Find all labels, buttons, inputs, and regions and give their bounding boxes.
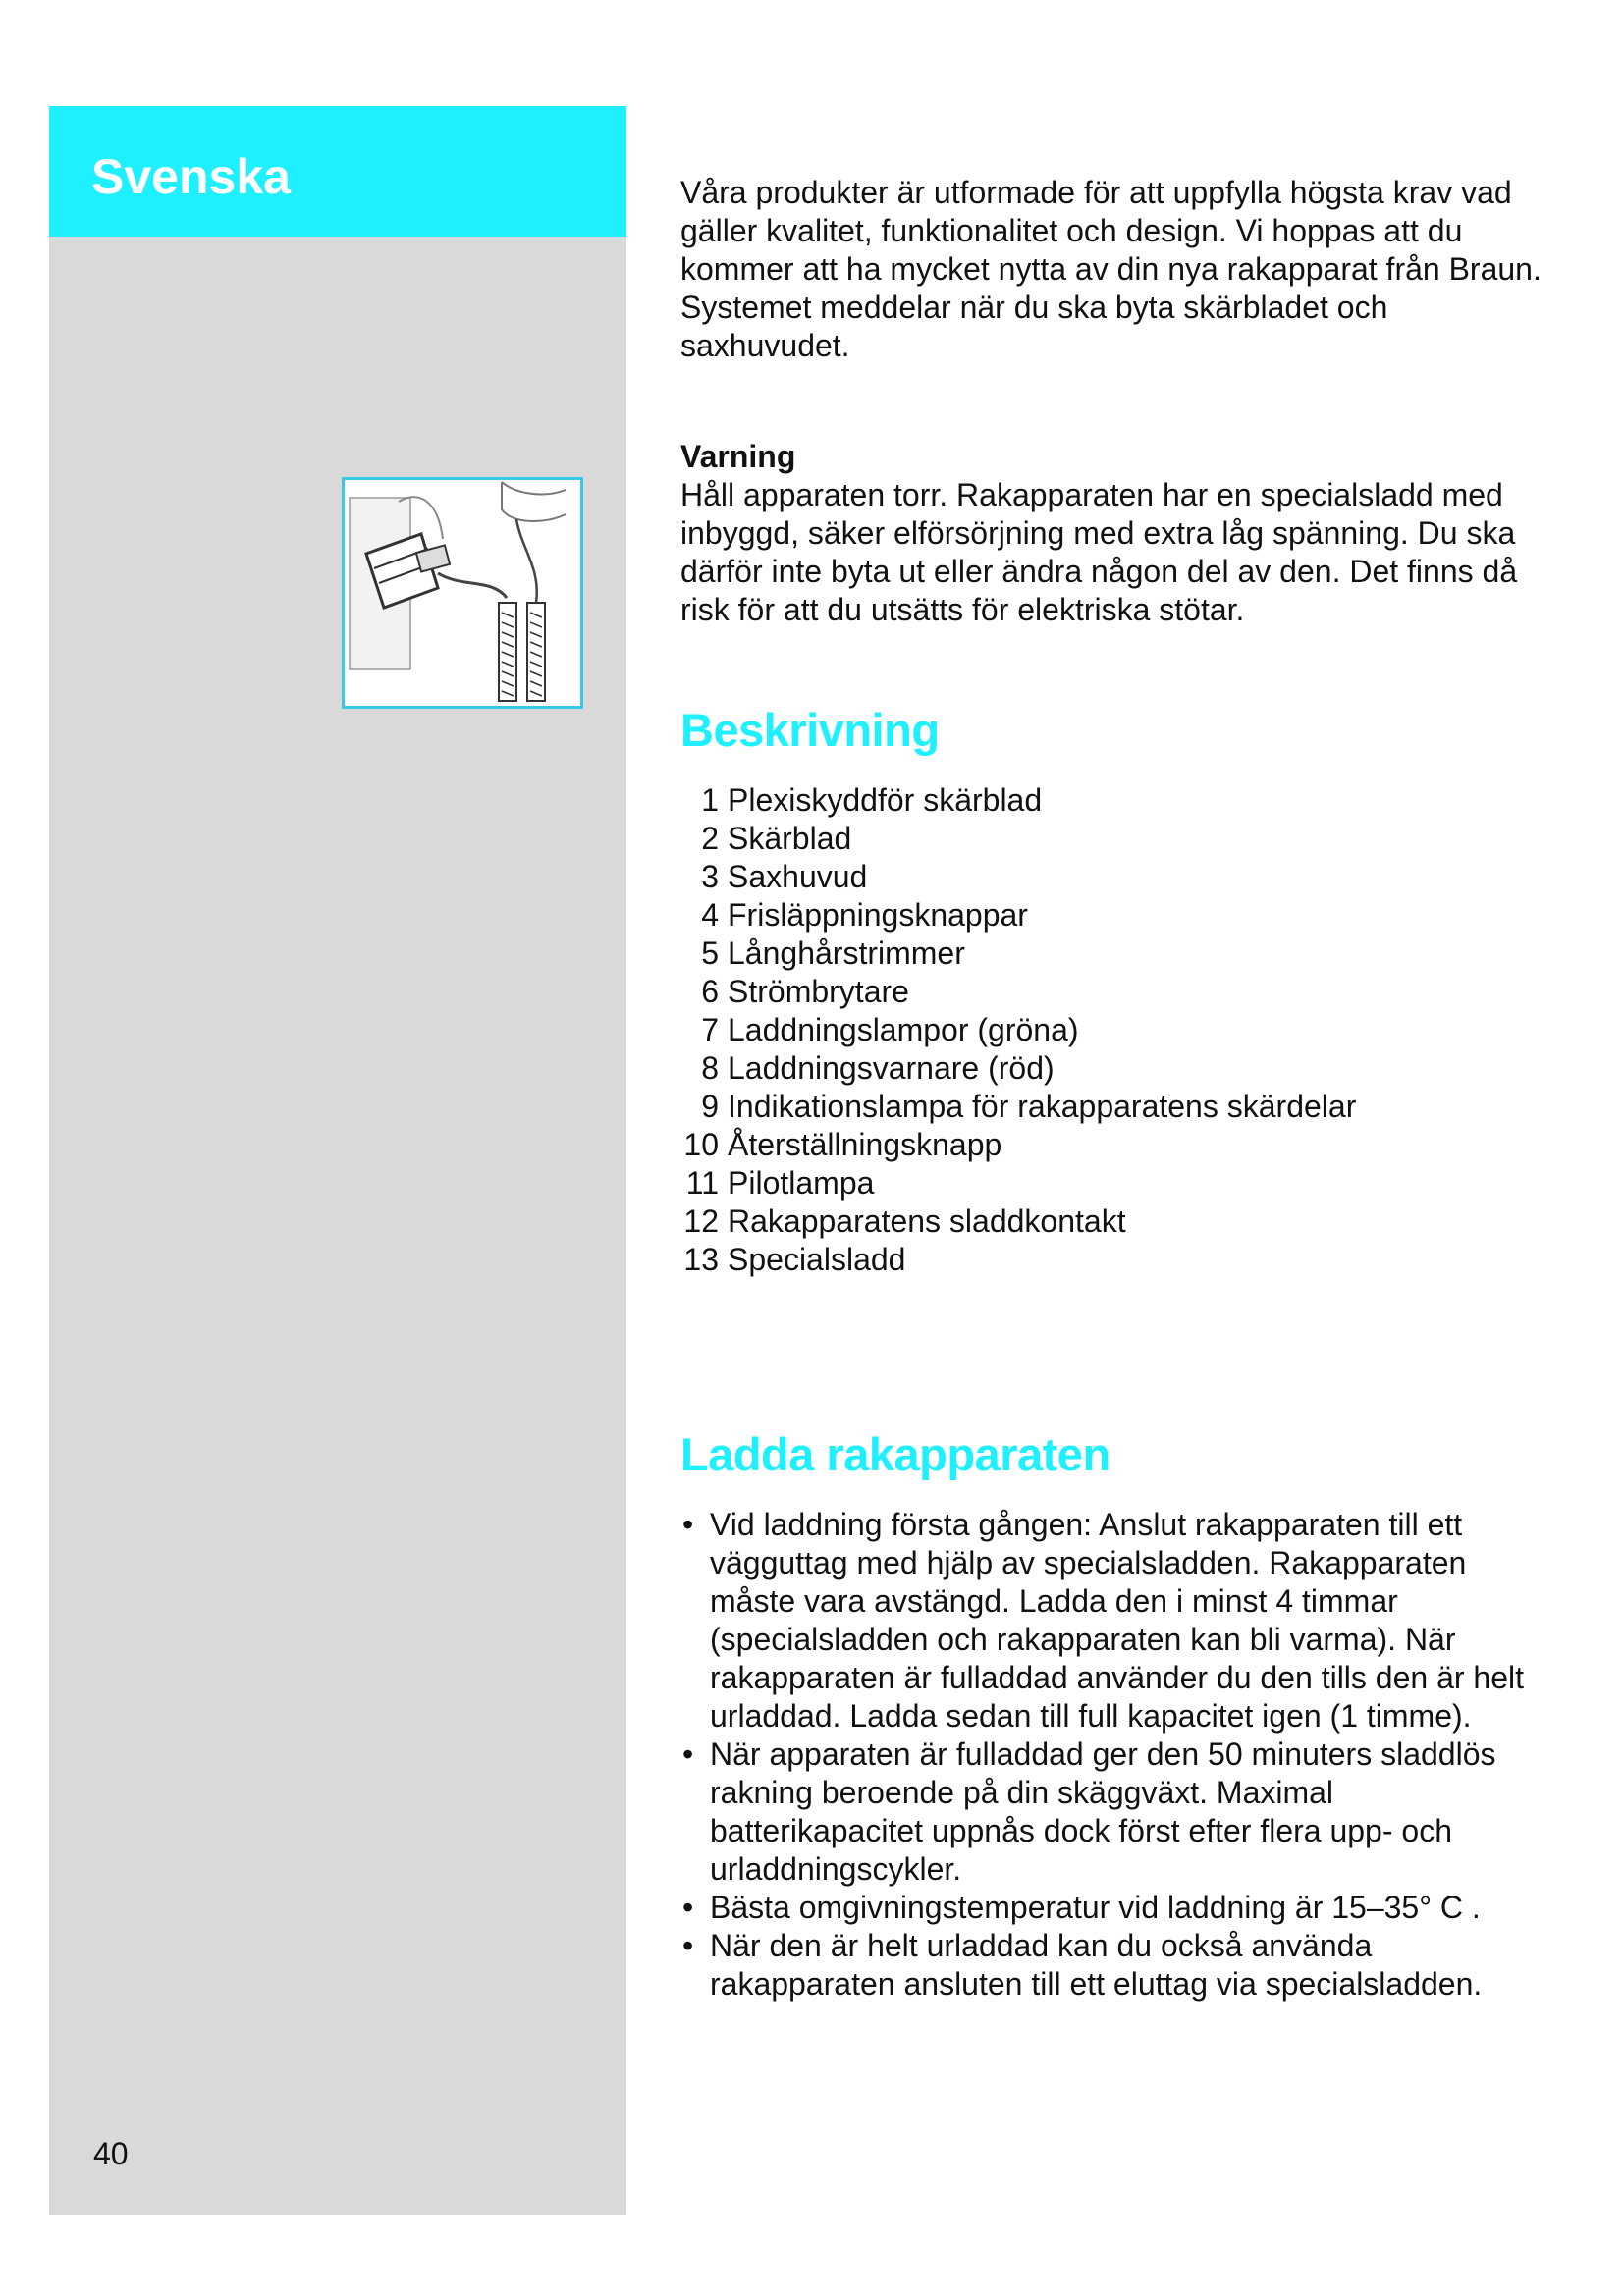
language-title: Svenska (91, 149, 291, 204)
part-number: 10 (683, 1127, 719, 1162)
plug-and-cord-icon (345, 480, 580, 706)
part-number: 12 (683, 1203, 719, 1239)
part-label: Strömbrytare (728, 974, 909, 1009)
part-number: 8 (701, 1050, 719, 1086)
part-label: Återställningsknapp (728, 1127, 1002, 1162)
list-item (676, 820, 1540, 858)
list-item (676, 934, 1540, 973)
part-number: 9 (701, 1089, 719, 1124)
list-item (676, 1202, 1540, 1241)
section-title-description: Beskrivning (680, 704, 940, 756)
part-label: Laddningslampor (gröna) (728, 1012, 1079, 1047)
list-item (676, 1049, 1540, 1088)
list-item: • Vid laddning första gången: Anslut rakapparaten till ett vägguttag med hjälp av specialsladden. Rakapparaten måste vara avstängd. Ladda den i minst 4 timmar (specialsladden och rakapparaten kan bli varma). När rakapparaten är fulladdad använder du den tills den är helt urladdad. Ladda sedan till full kapacitet igen (1 timme). (680, 1506, 1544, 1735)
part-number: 13 (683, 1242, 719, 1277)
part-number: 7 (701, 1012, 719, 1047)
intro-text (680, 174, 1544, 365)
list-item (676, 1241, 1540, 1279)
page-number: 40 (93, 2136, 129, 2171)
part-label: Frisläppningsknappar (728, 897, 1028, 933)
part-label: Rakapparatens sladdkontakt (728, 1203, 1126, 1239)
part-label: Långhårstrimmer (728, 935, 965, 971)
list-item (676, 896, 1540, 934)
part-label: Indikationslampa för rakapparatens skärdelar (728, 1089, 1357, 1124)
list-item (676, 1126, 1540, 1164)
part-label: Pilotlampa (728, 1165, 875, 1201)
warning-text: Håll apparaten torr. Rakapparaten har en specialsladd med inbyggd, säker elförsörjning med extra låg spänning. Du ska därför inte byta ut eller ändra någon del av den. Det finns då risk för att du utsätts för elektriska stötar. (680, 477, 1518, 627)
list-item: • När apparaten är fulladdad ger den 50 minuters sladdlös rakning beroende på din skäggväxt. Maximal batterikapacitet uppnås dock först efter flera upp- och urladdningscykler. (680, 1735, 1544, 1889)
charging-bullet-list (680, 1506, 1544, 2003)
part-label: Laddningsvarnare (röd) (728, 1050, 1055, 1086)
charging-instructions (680, 1506, 1544, 2003)
warning-section (680, 438, 1544, 629)
charger-plug-illustration (342, 477, 583, 709)
part-number: 6 (701, 974, 719, 1009)
section-title-charging: Ladda rakapparaten (680, 1428, 1110, 1480)
list-item (676, 1164, 1540, 1202)
list-item (676, 973, 1540, 1011)
list-item (676, 1088, 1540, 1126)
part-number: 1 (701, 782, 719, 818)
list-item (676, 858, 1540, 896)
warning-title: Varning (680, 439, 796, 474)
sidebar-panel (49, 106, 626, 2215)
part-label: Plexiskyddför skärblad (728, 782, 1043, 818)
part-number: 4 (701, 897, 719, 933)
parts-list-container (676, 781, 1540, 1279)
list-item: • När den är helt urladdad kan du också använda rakapparaten ansluten till ett eluttag via specialsladden. (680, 1927, 1544, 2003)
part-label: Saxhuvud (728, 859, 868, 894)
part-number: 5 (701, 935, 719, 971)
intro-paragraph: Våra produkter är utformade för att uppfylla högsta krav vad gäller kvalitet, funktionalitet och design. Vi hoppas att du kommer att ha mycket nytta av din nya rakapparat från Braun. (680, 175, 1542, 287)
part-number: 3 (701, 859, 719, 894)
intro-paragraph: Systemet meddelar när du ska byta skärbladet och saxhuvudet. (680, 290, 1388, 363)
list-item: • Bästa omgivningstemperatur vid laddning är 15–35° C . (680, 1889, 1544, 1927)
list-item (676, 781, 1540, 820)
parts-list (676, 781, 1540, 1279)
part-label: Specialsladd (728, 1242, 906, 1277)
part-label: Skärblad (728, 821, 852, 856)
part-number: 2 (701, 821, 719, 856)
list-item (676, 1011, 1540, 1049)
part-number: 11 (685, 1165, 719, 1201)
